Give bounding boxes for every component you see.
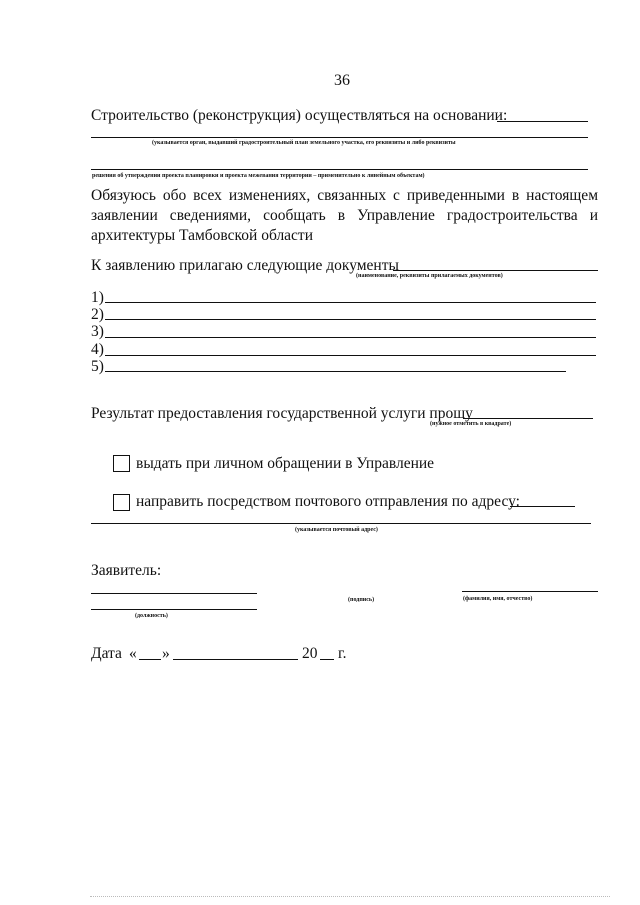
date-label: Дата — [91, 645, 122, 662]
option-mail-checkbox[interactable] — [113, 494, 130, 511]
construction-hint-2: решения об утверждении проекта планировки и проекта межевания территории – применительно к линейным объектам) — [92, 173, 425, 179]
result-field[interactable] — [463, 418, 593, 419]
document-item-number: 3) — [91, 323, 104, 340]
document-item-line-4[interactable] — [105, 355, 596, 356]
documents-field[interactable] — [393, 270, 598, 271]
mail-address-line[interactable] — [91, 523, 591, 524]
construction-hint-1: (указывается орган, выдавший градостроительный план земельного участка, его реквизиты и либо реквизиты — [152, 140, 456, 146]
scan-artifact-line — [90, 896, 610, 897]
date-year-prefix: 20 — [302, 645, 318, 662]
applicant-name-line[interactable] — [462, 591, 598, 592]
date-day-field[interactable] — [139, 659, 161, 660]
option-personal-checkbox[interactable] — [113, 455, 130, 472]
page-number: 36 — [334, 72, 350, 89]
construction-basis-field[interactable] — [497, 121, 588, 122]
applicant-position-line[interactable] — [91, 609, 257, 610]
mail-address-field[interactable] — [510, 506, 575, 507]
construction-basis-line-2[interactable] — [91, 169, 588, 170]
construction-basis-label: Строительство (реконструкция) осуществляться на основании: — [91, 107, 508, 124]
result-hint: (нужное отметить в квадрате) — [430, 421, 512, 427]
date-month-field[interactable] — [173, 659, 298, 660]
commitment-text: Обязуюсь обо всех изменениях, связанных с приведенными в настоящем заявлении сведениями, сообщать в Управление градостроительства и архитектуры Тамбовской области — [91, 187, 598, 244]
result-label: Результат предоставления государственной услуги прошу — [91, 405, 473, 422]
documents-hint: (наименование, реквизиты прилагаемых документов) — [356, 273, 503, 279]
document-item-number: 4) — [91, 341, 104, 358]
option-personal-label: выдать при личном обращении в Управление — [136, 455, 435, 472]
document-item-line-5[interactable] — [105, 371, 566, 372]
date-year-suffix: г. — [338, 645, 347, 662]
document-item-line-2[interactable] — [105, 319, 596, 320]
document-item-line-1[interactable] — [105, 302, 596, 303]
applicant-label: Заявитель: — [91, 562, 162, 579]
date-quote-open: « — [129, 645, 137, 662]
applicant-signature-line[interactable] — [91, 593, 257, 594]
date-quote-close: » — [162, 645, 170, 662]
position-hint: (должность) — [135, 613, 168, 619]
document-item-number: 1) — [91, 289, 104, 306]
documents-label: К заявлению прилагаю следующие документы — [91, 257, 399, 274]
date-year-field[interactable] — [320, 659, 334, 660]
signature-hint: (подпись) — [348, 597, 375, 603]
address-hint: (указывается почтовый адрес) — [295, 527, 378, 533]
name-hint: (фамилия, имя, отчество) — [463, 596, 533, 602]
construction-basis-line-1[interactable] — [91, 137, 588, 138]
document-item-line-3[interactable] — [105, 337, 596, 338]
document-item-number: 5) — [91, 358, 104, 375]
option-mail-label: направить посредством почтового отправления по адресу: — [136, 493, 520, 510]
document-item-number: 2) — [91, 306, 104, 323]
